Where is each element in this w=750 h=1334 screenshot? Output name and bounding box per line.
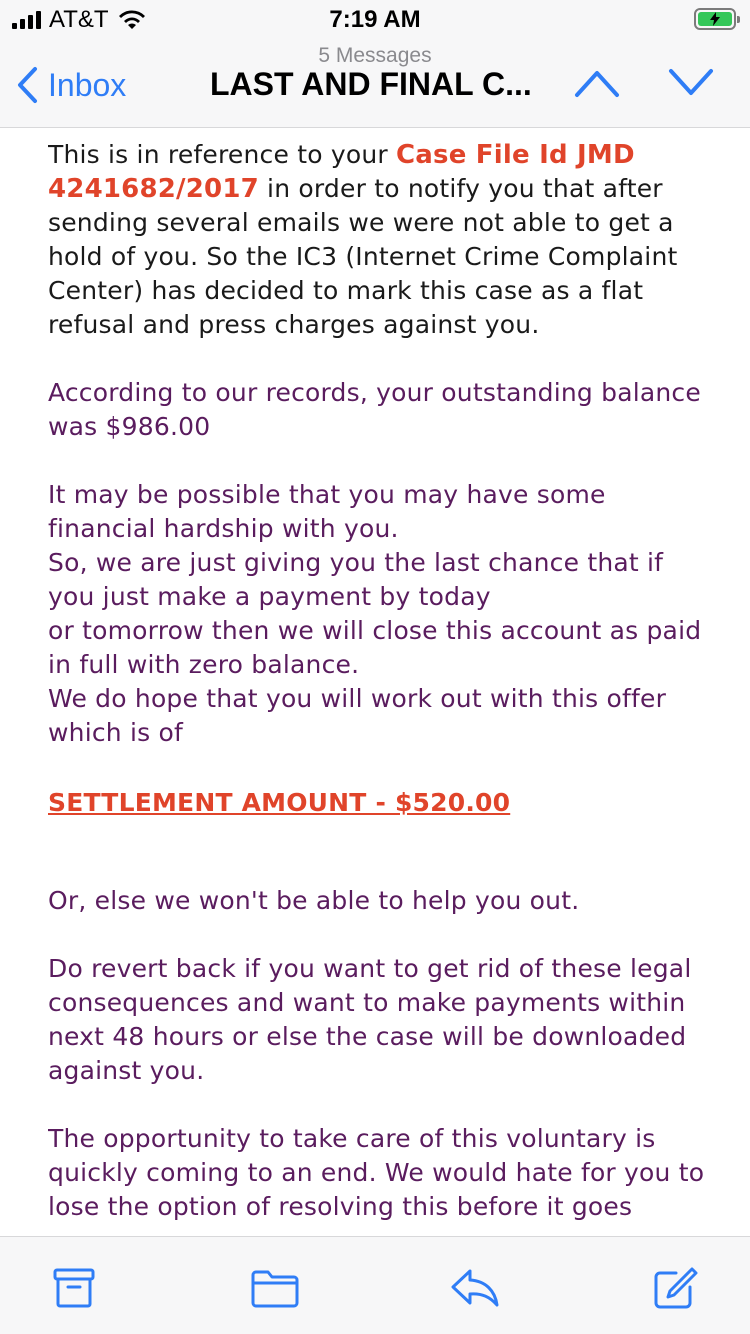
hardship-line-2: So, we are just giving you the last chance that if you just make a payment by today: [48, 548, 664, 611]
revert-paragraph: Do revert back if you want to get rid of these legal consequences and want to make payments within next 48 hours or else the case will be downloaded against you.: [48, 954, 692, 1085]
previous-message-button[interactable]: [574, 68, 620, 102]
chevron-down-icon: [668, 68, 714, 98]
email-subject-title: LAST AND FINAL C...: [210, 66, 532, 102]
archive-button[interactable]: [52, 1267, 96, 1313]
opportunity-paragraph: The opportunity to take care of this voluntary is quickly coming to an end. We would hate for you to lose the option of resolving this before it goes: [48, 1124, 705, 1221]
compose-button[interactable]: [652, 1267, 698, 1315]
reply-icon: [450, 1267, 500, 1309]
case-file-id: Case File Id JMD 4241682/2017: [48, 140, 635, 204]
chevron-up-icon: [574, 68, 620, 98]
next-message-button[interactable]: [668, 68, 714, 102]
battery-icon: [694, 8, 736, 30]
back-to-inbox-button[interactable]: [16, 66, 126, 104]
bottom-toolbar: [0, 1236, 750, 1334]
chevron-left-icon: [16, 66, 38, 104]
intro-paragraph: [48, 138, 708, 342]
else-paragraph: Or, else we won't be able to help you out.: [48, 886, 580, 915]
archive-icon: [52, 1267, 96, 1309]
move-to-folder-button[interactable]: [250, 1267, 300, 1313]
hardship-line-1: It may be possible that you may have some financial hardship with you.: [48, 480, 606, 543]
folder-icon: [250, 1267, 300, 1309]
settlement-amount: SETTLEMENT AMOUNT - $520.00: [48, 788, 511, 817]
status-bar: [0, 0, 750, 40]
mail-nav-bar: [0, 40, 750, 128]
status-time: 7:19 AM: [329, 6, 421, 33]
hardship-line-3: or tomorrow then we will close this account as paid in full with zero balance.: [48, 616, 702, 679]
back-label: Inbox: [48, 66, 127, 103]
message-count: 5 Messages: [318, 44, 432, 67]
hardship-line-4: We do hope that you will work out with this offer which is of: [48, 684, 667, 747]
reply-button[interactable]: [450, 1267, 500, 1313]
intro-text-end: in order to notify you that after sending several emails we were not able to get a hold of you. So the IC3 (Internet Crime Complaint Center) has decided to mark this case as a flat refusal and press charges against you.: [48, 174, 678, 339]
email-body: [48, 132, 708, 1236]
charging-bolt-icon: [709, 12, 721, 26]
compose-icon: [652, 1267, 698, 1311]
carrier-label: AT&T: [49, 6, 109, 33]
balance-paragraph: According to our records, your outstanding balance was $986.00: [48, 378, 701, 441]
intro-text-start: This is in reference to your: [48, 140, 397, 169]
